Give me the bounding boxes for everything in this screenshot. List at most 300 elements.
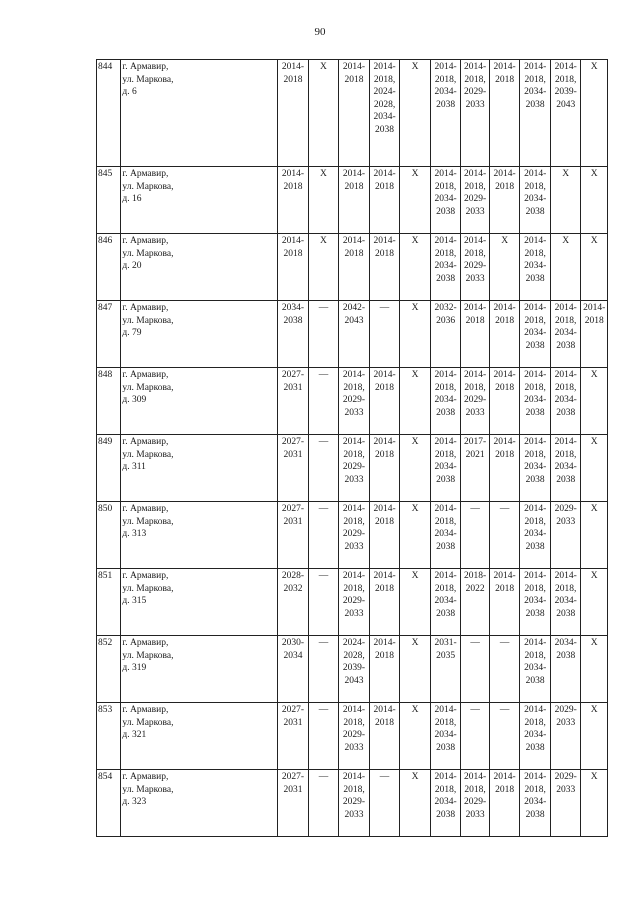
period-line: — — [470, 638, 480, 648]
period-cell — [581, 234, 608, 301]
address-cell — [121, 60, 278, 167]
period-line: 2038 — [525, 608, 545, 619]
address-line: д. 309 — [122, 395, 147, 405]
address-line: г. Армавир, — [122, 772, 169, 782]
period-cell — [308, 435, 339, 502]
period-line: — — [318, 504, 329, 514]
period-line: 2033 — [344, 474, 364, 485]
address-line: д. 16 — [122, 194, 142, 204]
address-line: г. Армавир, — [122, 370, 169, 380]
period-cell — [430, 502, 461, 569]
table-row — [97, 234, 608, 301]
period-line: Х — [411, 772, 419, 782]
period-line: 2014- — [342, 504, 366, 514]
period-line: Х — [411, 571, 419, 581]
period-cell — [339, 703, 370, 770]
period-line: 2014- — [281, 236, 305, 246]
row-number: 853 — [97, 703, 121, 770]
period-cell — [308, 368, 339, 435]
period-line: 2018, — [524, 784, 546, 795]
period-cell — [461, 301, 490, 368]
period-line: Х — [501, 236, 509, 246]
address-line: д. 315 — [122, 596, 147, 606]
period-cell — [550, 368, 581, 435]
address-line: ул. Маркова, — [122, 717, 174, 728]
period-line: 2022 — [465, 583, 485, 594]
period-cell — [369, 636, 400, 703]
period-line: 2031 — [283, 784, 303, 795]
address-line: г. Армавир, — [122, 705, 169, 715]
period-line: Х — [411, 169, 419, 179]
period-line: 2029- — [464, 797, 487, 807]
period-cell — [430, 167, 461, 234]
period-line: 2034- — [434, 261, 457, 271]
period-line: 2034- — [554, 395, 577, 405]
period-line: 2038 — [436, 407, 456, 418]
period-line: 2018, — [434, 583, 457, 594]
address-line: д. 20 — [122, 261, 142, 271]
period-line: 2032 — [283, 583, 303, 594]
period-line: 2029- — [464, 194, 487, 204]
address-line: ул. Маркова, — [122, 382, 174, 393]
period-cell — [550, 301, 581, 368]
period-cell — [430, 234, 461, 301]
period-line: 2031 — [283, 717, 303, 728]
period-cell — [400, 770, 431, 837]
address-line: д. 321 — [122, 730, 147, 740]
period-cell — [400, 435, 431, 502]
period-line: 2038 — [525, 675, 545, 686]
period-line: 2018, — [555, 449, 577, 460]
period-line: 2043 — [344, 675, 364, 686]
period-line: Х — [590, 236, 598, 246]
period-cell — [278, 502, 309, 569]
period-line: 2018, — [343, 717, 365, 728]
period-line: 2014- — [493, 169, 516, 179]
period-line: 2014- — [493, 772, 516, 782]
period-line: 2036 — [436, 315, 456, 326]
address-line: ул. Маркова, — [122, 650, 174, 661]
period-cell — [520, 636, 551, 703]
period-line: 2018, — [524, 315, 546, 326]
table-row — [97, 435, 608, 502]
period-line: Х — [562, 236, 570, 246]
period-cell — [369, 60, 400, 167]
period-cell — [369, 301, 400, 368]
period-cell — [278, 636, 309, 703]
address-cell — [121, 301, 278, 368]
period-cell — [430, 569, 461, 636]
period-cell — [461, 435, 490, 502]
period-line: 2021 — [465, 449, 485, 460]
period-line: 2038 — [525, 474, 545, 485]
period-cell — [339, 569, 370, 636]
period-line: 2038 — [556, 340, 576, 351]
period-line: 2017- — [464, 437, 487, 447]
period-line: 2018 — [344, 181, 364, 192]
period-line: — — [318, 571, 329, 581]
period-cell — [461, 368, 490, 435]
period-line: 2034- — [373, 112, 396, 122]
period-cell — [339, 502, 370, 569]
period-line: 2034- — [434, 87, 457, 97]
period-line: 2033 — [465, 809, 485, 820]
period-line: Х — [411, 370, 419, 380]
period-line: 2038 — [436, 99, 456, 110]
period-line: 2014- — [524, 437, 547, 447]
address-line: ул. Маркова, — [122, 583, 174, 594]
period-line: Х — [590, 705, 598, 715]
period-line: 2029- — [464, 261, 487, 271]
period-cell — [400, 60, 431, 167]
period-line: 2038 — [556, 407, 576, 418]
period-line: 2018 — [375, 382, 395, 393]
period-line: 2035 — [436, 650, 456, 661]
period-cell — [550, 435, 581, 502]
period-line: 2014- — [434, 236, 457, 246]
period-cell — [339, 770, 370, 837]
address-cell — [121, 636, 278, 703]
period-line: 2034- — [554, 462, 577, 472]
period-line: 2034 — [283, 650, 303, 661]
period-cell — [581, 60, 608, 167]
period-line: 2014- — [464, 62, 487, 72]
period-cell — [520, 167, 551, 234]
address-line: ул. Маркова, — [122, 74, 174, 85]
period-cell — [278, 234, 309, 301]
table-row — [97, 60, 608, 167]
period-line: 2014- — [524, 62, 547, 72]
period-line: 2042- — [342, 303, 366, 313]
period-line: 2034- — [524, 797, 547, 807]
period-cell — [369, 167, 400, 234]
period-line: 2014- — [434, 571, 457, 581]
period-cell — [278, 301, 309, 368]
period-line: 2018 — [495, 449, 515, 460]
period-cell — [550, 502, 581, 569]
period-cell — [581, 770, 608, 837]
period-line: 2014- — [342, 772, 366, 782]
period-line: Х — [411, 504, 419, 514]
period-line: 2043 — [344, 315, 364, 326]
period-cell — [520, 770, 551, 837]
row-number: 844 — [97, 60, 121, 167]
period-line: 2034- — [524, 596, 547, 606]
address-line: г. Армавир, — [122, 62, 169, 72]
period-cell — [278, 770, 309, 837]
period-line: Х — [411, 638, 419, 648]
period-cell — [430, 770, 461, 837]
period-line: 2034- — [554, 596, 577, 606]
period-line: 2034- — [524, 328, 547, 338]
address-line: г. Армавир, — [122, 437, 169, 447]
table-row — [97, 167, 608, 234]
period-line: 2018- — [464, 571, 487, 581]
period-cell — [581, 435, 608, 502]
period-line: 2014- — [342, 370, 366, 380]
period-line: 2029- — [342, 797, 366, 807]
period-line: 2018, — [434, 784, 457, 795]
period-line: — — [499, 705, 510, 715]
row-number: 846 — [97, 234, 121, 301]
period-line: 2014- — [434, 504, 457, 514]
period-cell — [581, 502, 608, 569]
period-cell — [308, 60, 339, 167]
table-row — [97, 770, 608, 837]
period-line: Х — [320, 169, 327, 179]
period-cell — [308, 167, 339, 234]
period-line: 2030- — [281, 638, 305, 648]
period-line: 2034- — [281, 303, 305, 313]
period-line: 2014- — [554, 62, 577, 72]
period-line: 2014- — [342, 62, 366, 72]
period-line: 2014- — [373, 236, 396, 246]
period-line: 2034- — [434, 730, 457, 740]
period-line: Х — [411, 303, 419, 313]
period-line: Х — [590, 169, 598, 179]
period-cell — [550, 167, 581, 234]
table-row — [97, 636, 608, 703]
period-line: 2014- — [524, 638, 547, 648]
period-line: 2014- — [434, 705, 457, 715]
period-line: 2018, — [524, 181, 546, 192]
period-cell — [400, 234, 431, 301]
period-line: 2034- — [434, 194, 457, 204]
period-cell — [369, 770, 400, 837]
period-line: 2034- — [524, 395, 547, 405]
period-line: 2018 — [344, 248, 364, 259]
period-line: — — [318, 772, 329, 782]
period-line: 2018 — [495, 382, 515, 393]
period-line: 2014- — [524, 236, 547, 246]
period-cell — [461, 167, 490, 234]
period-line: — — [379, 772, 390, 782]
period-line: 2018, — [434, 382, 457, 393]
period-line: 2014- — [342, 437, 366, 447]
period-line: 2014- — [281, 169, 305, 179]
address-cell — [121, 435, 278, 502]
address-cell — [121, 703, 278, 770]
period-line: 2014- — [464, 303, 487, 313]
period-line: 2018, — [343, 516, 365, 527]
period-line: 2014- — [464, 236, 487, 246]
period-line: Х — [411, 437, 419, 447]
period-line: 2014- — [373, 62, 396, 72]
period-line: 2014- — [464, 772, 487, 782]
period-line: 2031 — [283, 382, 303, 393]
period-line: 2014- — [342, 571, 366, 581]
period-line: 2034- — [524, 87, 547, 97]
period-line: 2038 — [375, 124, 395, 135]
period-line: 2018 — [283, 248, 303, 259]
period-cell — [520, 569, 551, 636]
period-line: 2034- — [434, 596, 457, 606]
repair-schedule-table — [96, 59, 608, 837]
period-line: 2018 — [495, 315, 515, 326]
period-line: 2018, — [524, 449, 546, 460]
period-cell — [581, 703, 608, 770]
period-line: 2014- — [524, 772, 547, 782]
row-number: 848 — [97, 368, 121, 435]
period-line: 2034- — [434, 529, 457, 539]
period-line: 2018, — [343, 382, 365, 393]
period-line: 2029- — [342, 730, 366, 740]
address-cell — [121, 770, 278, 837]
address-line: г. Армавир, — [122, 303, 169, 313]
address-cell — [121, 234, 278, 301]
period-cell — [489, 770, 520, 837]
period-line: 2014- — [524, 504, 547, 514]
period-line: 2018, — [524, 74, 546, 85]
period-line: 2018, — [434, 717, 457, 728]
period-cell — [400, 167, 431, 234]
period-line: — — [470, 705, 480, 715]
address-line: г. Армавир, — [122, 504, 169, 514]
period-line: 2027- — [281, 437, 305, 447]
period-cell — [339, 368, 370, 435]
period-line: 2018 — [375, 449, 395, 460]
period-cell — [430, 60, 461, 167]
period-cell — [520, 502, 551, 569]
period-line: 2024- — [373, 87, 396, 97]
period-line: 2029- — [554, 772, 577, 782]
row-number: 849 — [97, 435, 121, 502]
period-line: 2018, — [434, 449, 457, 460]
period-line: 2018 — [465, 315, 485, 326]
period-line: 2014- — [524, 571, 547, 581]
period-line: 2033 — [556, 516, 576, 527]
period-line: 2027- — [281, 705, 305, 715]
period-cell — [550, 60, 581, 167]
period-line: 2018, — [434, 516, 457, 527]
period-cell — [400, 301, 431, 368]
period-line: 2038 — [525, 206, 545, 217]
table-row — [97, 502, 608, 569]
period-line: 2018, — [343, 583, 365, 594]
period-cell — [278, 60, 309, 167]
period-line: 2018, — [434, 248, 457, 259]
period-cell — [308, 234, 339, 301]
address-line: г. Армавир, — [122, 236, 169, 246]
period-line: 2014- — [434, 370, 457, 380]
period-cell — [278, 569, 309, 636]
period-cell — [581, 301, 608, 368]
period-cell — [430, 703, 461, 770]
period-cell — [339, 636, 370, 703]
period-cell — [339, 301, 370, 368]
period-line: 2018, — [343, 784, 365, 795]
address-line: ул. Маркова, — [122, 516, 174, 527]
period-line: 2014- — [524, 169, 547, 179]
period-line: 2038 — [556, 474, 576, 485]
period-line: 2014- — [493, 62, 516, 72]
period-line: 2014- — [434, 169, 457, 179]
period-line: 2033 — [344, 809, 364, 820]
period-cell — [430, 368, 461, 435]
table-row — [97, 569, 608, 636]
period-line: 2029- — [342, 529, 366, 539]
period-line: 2038 — [556, 608, 576, 619]
period-line: 2014- — [373, 504, 396, 514]
period-line: 2018, — [464, 784, 486, 795]
period-line: 2018, — [555, 382, 577, 393]
period-cell — [581, 636, 608, 703]
period-line: 2032- — [434, 303, 457, 313]
period-line: 2014- — [281, 62, 305, 72]
period-line: 2018 — [283, 181, 303, 192]
period-cell — [520, 301, 551, 368]
period-line: 2014- — [554, 370, 577, 380]
period-cell — [550, 569, 581, 636]
period-line: 2038 — [436, 474, 456, 485]
period-cell — [369, 435, 400, 502]
period-line: 2043 — [556, 99, 576, 110]
period-line: 2018, — [524, 516, 546, 527]
period-line: 2038 — [525, 742, 545, 753]
period-line: 2029- — [554, 504, 577, 514]
period-line: — — [318, 303, 329, 313]
table-row — [97, 368, 608, 435]
table-row — [97, 703, 608, 770]
address-cell — [121, 167, 278, 234]
period-line: Х — [320, 62, 327, 72]
period-cell — [308, 502, 339, 569]
period-line: 2018 — [495, 784, 515, 795]
period-line: 2014- — [524, 303, 547, 313]
address-line: ул. Маркова, — [122, 449, 174, 460]
period-line: 2018 — [375, 181, 395, 192]
row-number: 850 — [97, 502, 121, 569]
period-line: 2014- — [373, 638, 396, 648]
period-line: 2038 — [525, 273, 545, 284]
period-cell — [461, 636, 490, 703]
period-cell — [489, 703, 520, 770]
period-line: 2033 — [465, 206, 485, 217]
period-line: 2018, — [524, 248, 546, 259]
period-line: 2033 — [344, 541, 364, 552]
period-line: 2039- — [554, 87, 577, 97]
period-line: Х — [562, 169, 570, 179]
period-line: 2018, — [434, 74, 457, 85]
row-number: 847 — [97, 301, 121, 368]
period-cell — [461, 60, 490, 167]
period-line: 2033 — [465, 407, 485, 418]
address-line: д. 311 — [122, 462, 146, 472]
row-number: 854 — [97, 770, 121, 837]
period-line: 2018, — [555, 315, 577, 326]
period-cell — [489, 60, 520, 167]
period-line: 2028- — [281, 571, 305, 581]
period-line: 2031- — [434, 638, 457, 648]
address-line: г. Армавир, — [122, 571, 169, 581]
period-line: 2014- — [373, 571, 396, 581]
period-line: 2014- — [554, 437, 577, 447]
period-cell — [581, 569, 608, 636]
period-line: 2038 — [525, 340, 545, 351]
period-line: 2018 — [495, 181, 515, 192]
period-cell — [308, 636, 339, 703]
period-line: Х — [590, 772, 598, 782]
period-line: 2018, — [464, 181, 486, 192]
period-line: 2034- — [434, 462, 457, 472]
period-cell — [339, 234, 370, 301]
period-line: 2014- — [524, 370, 547, 380]
period-line: Х — [590, 638, 598, 648]
page-number: 90 — [314, 26, 326, 38]
period-line: 2014- — [554, 571, 577, 581]
period-line: 2014- — [373, 705, 396, 715]
period-cell — [400, 502, 431, 569]
